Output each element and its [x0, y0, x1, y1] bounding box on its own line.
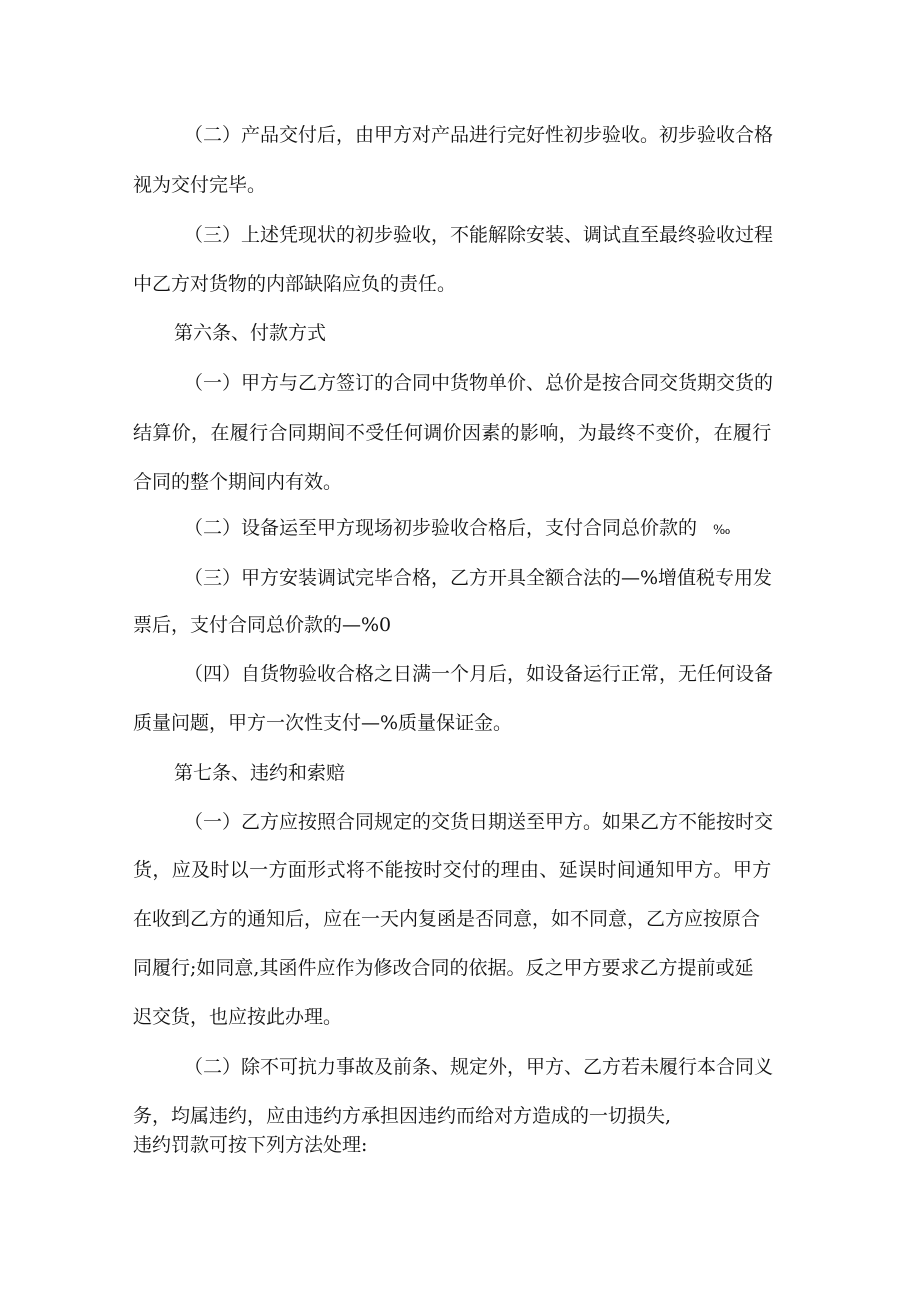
paragraph-line: （二）产品交付后，由甲方对产品进行完好性初步验收。初步验收合格 — [184, 124, 774, 146]
paragraph-line: （二）除不可抗力事故及前条、规定外，甲方、乙方若未履行本合同义 — [184, 1056, 774, 1078]
section-heading: 第七条、违约和索赔 — [174, 762, 346, 784]
paragraph-line: 在收到乙方的通知后，应在一天内复函是否同意，如不同意，乙方应按原合 — [133, 908, 761, 930]
payment-clause-text: （二）设备运至甲方现场初步验收合格后，支付合同总价款的 — [184, 517, 698, 539]
section-heading: 第六条、付款方式 — [174, 322, 327, 344]
paragraph-line: 务，均属违约，应由违约方承担因违约而给对方造成的一切损失, — [133, 1105, 672, 1127]
paragraph-line: （一）甲方与乙方签订的合同中货物单价、总价是按合同交货期交货的 — [184, 372, 774, 394]
paragraph-line: 票后，支付合同总价款的—%0 — [133, 614, 392, 636]
paragraph-line: （三）甲方安装调试完毕合格，乙方开具全额合法的—%增值税专用发 — [184, 567, 773, 589]
paragraph-line: 中乙方对货物的内部缺陷应负的责任。 — [133, 273, 457, 295]
paragraph-line — [184, 516, 730, 543]
paragraph-line: （一）乙方应按照合同规定的交货日期送至甲方。如果乙方不能按时交 — [184, 811, 774, 833]
paragraph-line: 迟交货，也应按此办理。 — [133, 1006, 343, 1028]
paragraph-line: 违约罚款可按下列方法处理: — [133, 1134, 368, 1156]
paragraph-line: 结算价，在履行合同期间不受任何调价因素的影响，为最终不变价，在履行 — [133, 422, 772, 444]
paragraph-line: 货，应及时以一方面形式将不能按时交付的理由、延误时间通知甲方。甲方 — [133, 859, 772, 881]
paragraph-line: 质量问题，甲方一次性支付—%质量保证金。 — [133, 712, 513, 734]
paragraph-line: 合同的整个期间内有效。 — [133, 471, 343, 493]
paragraph-line: 视为交付完毕。 — [133, 174, 267, 196]
paragraph-line: 同履行;如同意,其函件应作为修改合同的依据。反之甲方要求乙方提前或延 — [133, 957, 754, 979]
paragraph-line: （四）自货物验收合格之日满一个月后，如设备运行正常，无任何设备 — [184, 663, 774, 685]
paragraph-line: （三）上述凭现状的初步验收，不能解除安装、调试直至最终验收过程 — [184, 224, 774, 246]
permille-symbol: ‰ — [713, 523, 731, 538]
